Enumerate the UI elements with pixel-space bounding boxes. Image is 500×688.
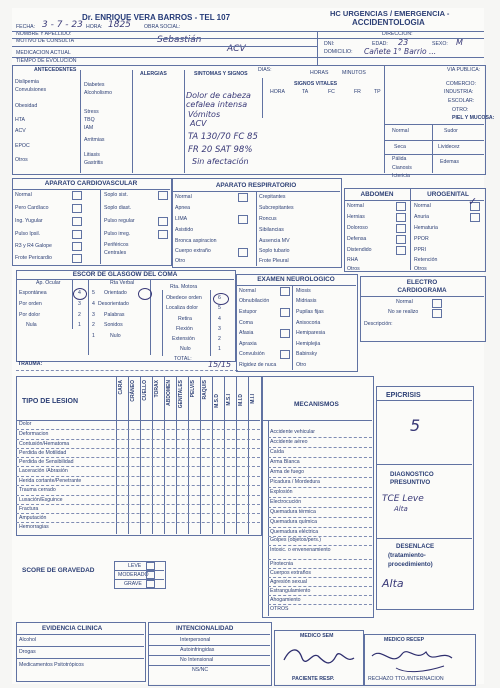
hw-edad: 23: [398, 38, 409, 47]
int-autoinfringidas: Autoinfringidas: [180, 647, 215, 653]
lesion-row-motilidad: Perdida de Motilidad: [19, 450, 67, 456]
piel-seca: Seca: [394, 144, 406, 150]
uro-normal: Normal: [414, 203, 431, 209]
mec-golpes: Golpes (objetos/pers.): [270, 537, 322, 543]
fecha-label: FECHA:: [16, 24, 36, 30]
gravedad-leve: LEVE: [128, 563, 142, 569]
hw-domicilio: Cañete 1° Barrio ...: [364, 47, 437, 56]
neuro-coma: Coma: [239, 320, 253, 326]
glasgow-col-verbal: Rta Verbal: [110, 280, 135, 286]
neuro-normal: Normal: [239, 288, 256, 294]
hw-glasgow-total: 15/15: [208, 360, 232, 369]
resp-bronca: Bronca aspiracion: [175, 238, 217, 244]
mecanismos-title: MECANISMOS: [294, 401, 339, 408]
abd-doloroso: Doloroso: [347, 225, 368, 231]
piel-edemas: Edemas: [440, 159, 460, 165]
ant-arritmias: Arritmias: [84, 137, 105, 143]
verbal-orientado: Orientado: [104, 290, 127, 296]
lesion-col-mid: M.I.D: [238, 394, 244, 406]
lesion-col-msi: M.S.I: [226, 394, 232, 406]
motivo-label: MOTIVO DE CONSULTA: [16, 38, 75, 44]
neuro-babinsky: Babinsky: [296, 351, 318, 357]
mec-vehicular: Accidente vehicular: [270, 429, 315, 435]
resp-asistido: Asistido: [175, 227, 194, 233]
ecg-title-2: CARDIOGRAMA: [397, 287, 447, 294]
industria: INDUSTRIA:: [444, 89, 474, 95]
mec-q-termica: Quemadura térmica: [270, 509, 316, 515]
dx-title-2: PRESUNTIVO: [390, 479, 431, 486]
resp-frote: Frote Pleural: [259, 258, 289, 264]
verbal-n3: 3: [92, 312, 95, 318]
ecg-descripcion: Descripción:: [364, 321, 393, 327]
uro-anuria: Anuria: [414, 214, 429, 220]
obra-social-label: OBRA SOCIAL:: [144, 24, 181, 30]
department-title-2: ACCIDENTOLOGIA: [352, 18, 425, 27]
neuro-obnubilacion: Obnubilación: [239, 298, 270, 304]
emergency-form-sheet: [12, 8, 495, 684]
hora-label: HORA:: [86, 24, 103, 30]
resp-cuerpo: Cuerpo extraño: [175, 248, 211, 254]
doctor-header: Dr. ENRIQUE VERA BARROS - TEL 107: [82, 13, 231, 22]
comercio: COMERCIO:: [446, 81, 476, 87]
piel-cianosis: Cianosis: [392, 165, 412, 171]
ocular-n2: 2: [78, 312, 81, 318]
hw-signos-2: FR 20 SAT 98%: [188, 145, 253, 155]
ecg-no-realizo: No se realizo: [388, 309, 419, 315]
lesion-col-genitales: GENITALES: [178, 380, 184, 409]
trauma-label: TRAUMA:: [18, 361, 43, 367]
ant-dislipemia: Dislipemia: [15, 79, 39, 85]
mec-explosion: Explosión: [270, 489, 293, 495]
motora-nulo: Nulo: [180, 346, 191, 352]
lesion-col-pelvis: PELVIS: [190, 380, 196, 398]
cardio-pulso-irreg: Pulso irreg.: [104, 231, 131, 237]
motora-extension: Extensión: [172, 336, 195, 342]
abd-normal: Normal: [347, 203, 364, 209]
piel-mucosa: PIEL Y MUCOSA:: [452, 115, 495, 121]
neuro-title: EXAMEN NEUROLOGICO: [257, 276, 335, 283]
verbal-sonidos: Sonidos: [104, 322, 123, 328]
alergias-title: ALERGIAS: [140, 71, 167, 77]
neuro-hemiplejia: Hemiplejia: [296, 341, 321, 347]
lesion-col-cara: CARA: [118, 380, 124, 395]
piel-sudor: Sudor: [444, 128, 458, 134]
cardio-pulso-ipsil: Pulso Ipsil.: [15, 231, 41, 237]
mec-picadura: Picadura / Mordedura: [270, 479, 320, 485]
lesion-row-trauma: Trauma cerrado: [19, 487, 56, 493]
vital-ta: TA: [302, 89, 309, 95]
mec-q-electrica: Quemadura eléctrica: [270, 529, 319, 535]
motora-n2: 2: [218, 336, 221, 342]
mec-estrangulamiento: Estrangulamiento: [270, 588, 311, 594]
uro-otros: Otros: [414, 266, 427, 272]
ant-epoc: EPOC: [15, 143, 30, 149]
resp-title: APARATO RESPIRATORIO: [215, 182, 297, 189]
lesion-col-cuello: CUELLO: [142, 380, 148, 401]
hw-dx-2: Alta: [394, 505, 408, 513]
lesion-row-luxacion: Luxación/Esguince: [19, 497, 63, 503]
glasgow-col-motora: Rta. Motora: [170, 284, 198, 290]
resp-apnea: Apnea: [175, 205, 191, 211]
neuro-afasia: Afasia: [239, 330, 254, 336]
uro-hematuria: Hematuria: [414, 225, 438, 231]
mec-aereo: Accidente aéreo: [270, 439, 308, 445]
hw-sintomas-3: Vómitos: [188, 110, 221, 119]
ant-gastritis: Gastritis: [84, 160, 104, 166]
abd-rha: RHA: [347, 257, 358, 263]
int-nsnc: NS/NC: [192, 667, 209, 673]
ant-iam: IAM: [84, 125, 94, 131]
desenlace-title-1: DESENLACE: [396, 543, 435, 550]
resp-subcrep: Subcrepitantes: [259, 205, 294, 211]
uro-ppri: PPRI: [414, 247, 427, 253]
resp-roncus: Roncus: [259, 216, 277, 222]
mec-electrocucion: Electrocución: [270, 499, 302, 505]
lesion-title: TIPO DE LESION: [22, 398, 79, 405]
piel-lividecez: Lividecez: [438, 144, 460, 150]
horas-label: HORAS: [310, 70, 329, 76]
lesion-col-raquis: RAQUIS: [202, 380, 208, 400]
lesion-col-abdomen: ABDOMEN: [166, 380, 172, 406]
hw-epicrisis: 5: [410, 416, 421, 435]
medico-recep-label: MEDICO RECEP: [384, 637, 425, 643]
ant-hta: HTA: [15, 117, 25, 123]
ant-obesidad: Obesidad: [15, 103, 38, 109]
hw-hora: 1825: [108, 20, 131, 30]
lesion-row-contusion: Contusión/Hematoma: [19, 441, 70, 447]
resp-lima: LIMA: [175, 216, 188, 222]
hw-sintomas-4: ACV: [190, 119, 207, 128]
cardio-perifericos: Periféricos: [104, 242, 129, 248]
glasgow-col-ocular: Ap. Ocular: [36, 280, 61, 286]
ecg-normal: Normal: [396, 299, 413, 305]
sintomas-title: SINTOMAS Y SIGNOS: [194, 71, 248, 77]
motora-retira: Retira: [178, 316, 192, 322]
dias-label: DIAS:: [258, 67, 272, 73]
mec-intoxic: Intoxic. o envenenamiento: [270, 547, 331, 553]
piel-palida: Pálida: [392, 156, 407, 162]
motora-n6: 6: [218, 295, 221, 301]
int-interpersonal: Interpersonal: [180, 637, 211, 643]
hw-sintomas-2: cefalea intensa: [186, 100, 248, 109]
ocular-por-orden: Por orden: [19, 301, 42, 307]
lesion-row-fractura: Fractura: [19, 506, 39, 512]
vital-tp: TP: [374, 89, 381, 95]
otro: OTRO:: [452, 107, 469, 113]
verbal-palabras: Palabras: [104, 312, 125, 318]
uro-ppor: PPOR: [414, 236, 429, 242]
verbal-n5: 5: [92, 290, 95, 296]
ocular-n4: 4: [78, 290, 81, 296]
gravedad-title: SCORE DE GRAVEDAD: [22, 567, 95, 574]
mec-pirotecnia: Pirotecnia: [270, 561, 294, 567]
mec-agresion: Agresión sexual: [270, 579, 307, 585]
vital-fr: FR: [354, 89, 361, 95]
epicrisis-title: EPICRISIS: [386, 392, 421, 399]
escolar: ESCOLAR:: [448, 98, 475, 104]
lesion-row-deformacion: Deformacion: [19, 431, 49, 437]
ocular-nula: Nula: [26, 322, 37, 328]
lesion-row-laceracion: Laceración /Abrasión: [19, 468, 68, 474]
vital-hora: HORA: [270, 89, 285, 95]
abdomen-title: ABDOMEN: [360, 191, 394, 198]
lesion-col-craneo: CRÁNEO: [130, 380, 136, 402]
abd-defensa: Defensa: [347, 236, 367, 242]
ant-stress: Stress: [84, 109, 99, 115]
verbal-nulo: Nulo: [110, 333, 121, 339]
signos-vitales-title: SIGNOS VITALES: [294, 81, 338, 87]
ocular-n1: 1: [78, 322, 81, 328]
neuro-miosis: Miosis: [296, 288, 311, 294]
neuro-otro: Otro: [296, 362, 307, 368]
evidencia-title: EVIDENCIA CLINICA: [42, 625, 103, 632]
motora-n3: 3: [218, 326, 221, 332]
neuro-estupor: Estupor: [239, 309, 257, 315]
sexo-label: SEXO:: [432, 41, 448, 47]
ant-acv: ACV: [15, 128, 26, 134]
neuro-hemiparesia: Hemiparesia: [296, 330, 326, 336]
lesion-row-hemorragias: Hemorragias: [19, 524, 49, 530]
neuro-anisocoria: Anisocoria: [296, 320, 321, 326]
mec-caida: Caída: [270, 449, 284, 455]
mec-otros: OTROS: [270, 606, 289, 612]
tiempo-label: TIEMPO DE EVOLUCION: [16, 58, 77, 64]
lesion-col-msd: M.S.D: [214, 394, 220, 408]
ecg-title-1: ELECTRO: [406, 279, 438, 286]
cardio-centrales: Centrales: [104, 250, 127, 256]
motora-obedece: Obedece orden: [166, 295, 202, 301]
desenlace-title-3: procedimiento): [388, 561, 433, 568]
signature-graphic: [276, 638, 476, 678]
cardio-yugular: Ing. Yugular: [15, 218, 43, 224]
ant-tbq: TBQ: [84, 117, 95, 123]
resp-crepitantes: Crepitantes: [259, 194, 286, 200]
hw-dx-1: TCE Leve: [382, 494, 424, 504]
ocular-n3: 3: [78, 301, 81, 307]
direccion-label: DIRECCION:: [382, 31, 413, 37]
ev-alcohol: Alcohol: [19, 637, 37, 643]
hw-fecha: 3 - 7 - 23: [42, 20, 83, 30]
neuro-convulsion: Convulsión: [239, 351, 265, 357]
resp-sibilancias: Sibilancias: [259, 227, 284, 233]
abd-hernias: Hernias: [347, 214, 365, 220]
abd-distendido: Distendido: [347, 247, 372, 253]
neuro-apraxia: Apraxia: [239, 341, 257, 347]
cardio-normal: Normal: [15, 192, 32, 198]
lesion-row-herida: Herida cortante/Penetrante: [19, 478, 82, 484]
hw-nombre: Sebastián: [157, 35, 202, 45]
piel-ictericia: Ictericia: [392, 173, 410, 179]
verbal-n4: 4: [92, 301, 95, 307]
domicilio-label: DOMICILIO:: [324, 49, 353, 55]
neuro-pupilas: Pupilas fijas: [296, 309, 324, 315]
gravedad-grave: GRAVE: [124, 581, 142, 587]
minutos-label: MINUTOS: [342, 70, 366, 76]
lesion-row-sensibilidad: Perdida de Sensibilidad: [19, 459, 74, 465]
urogenital-title: UROGENITAL: [427, 191, 469, 198]
cardio-soplo-sist: Soplo sist.: [104, 192, 128, 198]
cardio-pero: Pero Cardíaco: [15, 205, 49, 211]
lesion-col-mii: M.I.I: [250, 394, 256, 404]
motora-flexion: Flexión: [176, 326, 193, 332]
mec-cuerpos: Cuerpos extraños: [270, 570, 311, 576]
cardio-title: APARATO CARDIOVASCULAR: [44, 180, 138, 187]
gravedad-moderado: MODERADO: [118, 572, 149, 578]
ocular-espontanea: Espontánea: [19, 290, 47, 296]
antecedentes-title: ANTECEDENTES: [34, 67, 77, 73]
motora-localiza: Localiza dolor: [166, 305, 199, 311]
cardio-frote: Frote Pericardio: [15, 255, 52, 261]
hw-signos-1: TA 130/70 FC 85: [188, 132, 258, 142]
verbal-desorientado: Desorientado: [98, 301, 129, 307]
paciente-resp-label: PACIENTE RESP.: [292, 676, 335, 682]
dx-title-1: DIAGNOSTICO: [390, 471, 434, 478]
vital-fc: FC: [328, 89, 335, 95]
lesion-row-dolor: Dolor: [19, 421, 32, 427]
dni-label: DNI:: [324, 41, 335, 47]
ant-alcoholismo: Alcoholismo: [84, 90, 112, 96]
hw-sintomas-1: Dolor de cabeza: [186, 91, 251, 100]
nombre-label: NOMBRE Y APELLIDO:: [16, 31, 72, 37]
glasgow-title: ESCOR DE GLASGOW DEL COMA: [72, 271, 178, 278]
cardio-pulso-regular: Pulso regular: [104, 218, 135, 224]
ev-drogas: Drogas: [19, 649, 36, 655]
verbal-n2: 2: [92, 322, 95, 328]
resp-soplo: Soplo tubario: [259, 248, 290, 254]
lesion-row-amputacion: Amputación: [19, 515, 47, 521]
desenlace-title-2: (tratamiento-: [388, 552, 426, 559]
via-publica: VIA PUBLICA:: [447, 67, 481, 73]
resp-ausencia: Ausencia MV: [259, 238, 290, 244]
cardio-soplo-diast: Soplo diast.: [104, 205, 132, 211]
hw-signos-3: Sin afectación: [192, 157, 249, 166]
mec-ahogamiento: Ahogamiento: [270, 597, 301, 603]
abd-otros: Otros: [347, 266, 360, 272]
int-no-intensional: No Intensional: [180, 657, 214, 663]
verbal-n1: 1: [92, 333, 95, 339]
rechazo-label: RECHAZO TTO./INTERNACION: [368, 676, 444, 682]
ant-litiasis: Litiasis: [84, 152, 100, 158]
edad-label: EDAD:: [372, 41, 388, 47]
uro-retencion: Retención: [414, 257, 438, 263]
ev-medicamentos: Medicamentos Psitotrópicos: [19, 662, 84, 668]
mec-q-quimica: Quemadura química: [270, 519, 317, 525]
hw-desenlace: Alta: [382, 577, 404, 590]
glasgow-total-label: TOTAL:: [174, 356, 192, 362]
motora-n1: 1: [218, 346, 221, 352]
medicacion-label: MEDICACION ACTUAL: [16, 50, 71, 56]
ocular-por-dolor: Por dolor: [19, 312, 41, 318]
cardio-galope: R3 y R4 Galope: [15, 243, 52, 249]
ant-otros: Otros: [15, 157, 28, 163]
mec-arma-fuego: Arma de fuego: [270, 469, 305, 475]
motora-n5: 5: [218, 305, 221, 311]
ant-diabetes: Diabetes: [84, 82, 105, 88]
department-title-1: HC URGENCIAS / EMERGENCIA -: [330, 9, 450, 18]
hw-sexo: M: [456, 38, 463, 47]
intencionalidad-title: INTENCIONALIDAD: [176, 625, 234, 632]
resp-otro: Otro: [175, 258, 186, 264]
hw-motivo: ACV: [227, 44, 246, 54]
neuro-rigidez: Rigidez de nuca: [239, 362, 277, 368]
piel-normal: Normal: [392, 128, 409, 134]
hw-uro-check: ✓: [468, 195, 478, 208]
resp-normal: Normal: [175, 194, 192, 200]
motora-n4: 4: [218, 316, 221, 322]
medico-sem-label: MEDICO SEM: [300, 633, 334, 639]
lesion-col-torax: TORAX: [154, 380, 160, 398]
neuro-midriasis: Midriasis: [296, 298, 317, 304]
mec-arma-blanca: Arma Blanca: [270, 459, 300, 465]
ant-convulsiones: Convulsiones: [15, 87, 47, 93]
